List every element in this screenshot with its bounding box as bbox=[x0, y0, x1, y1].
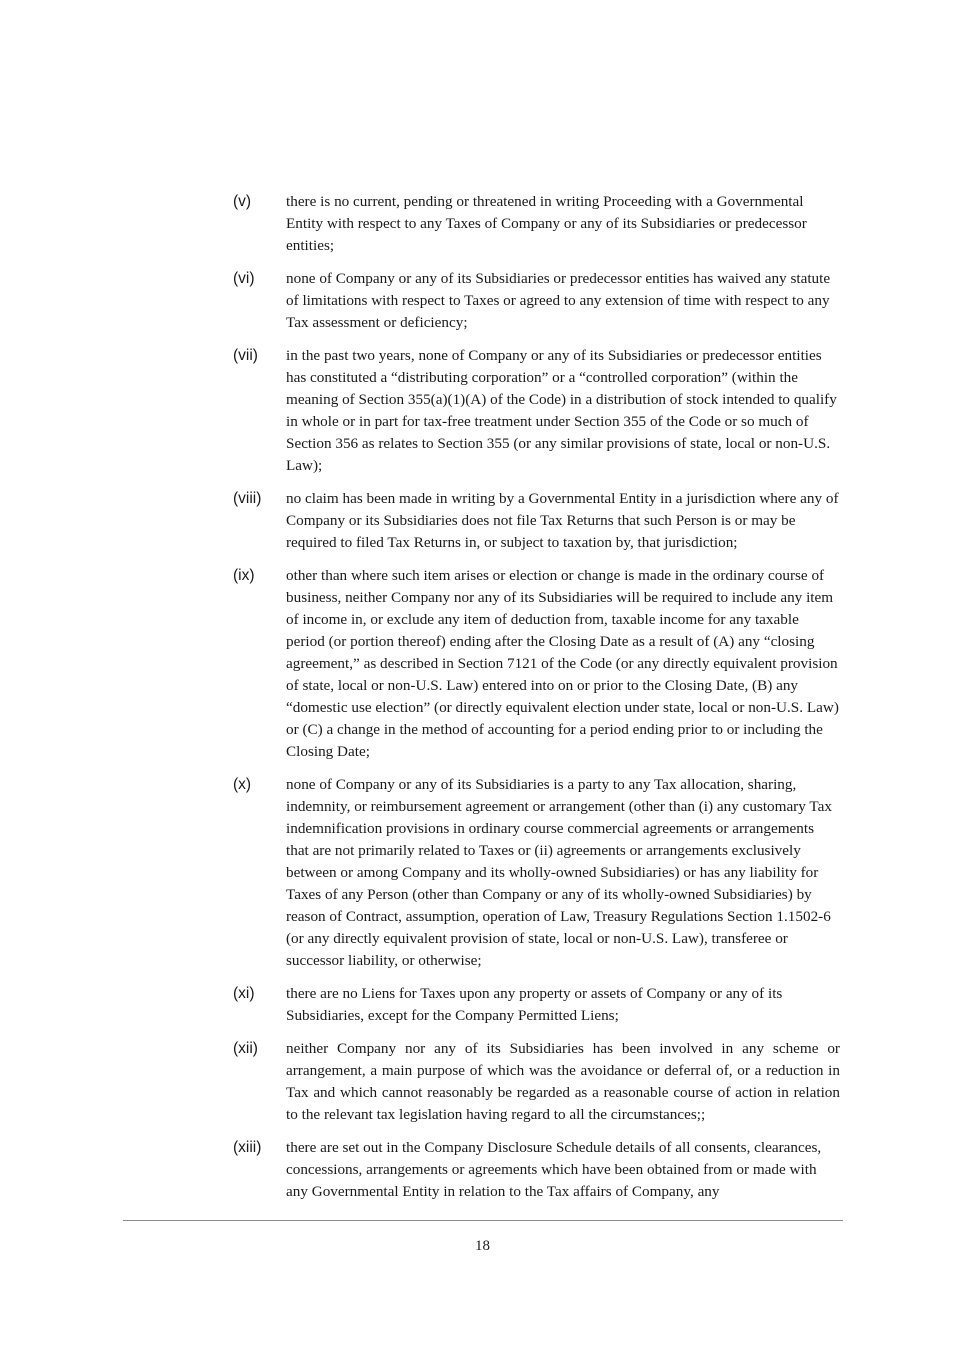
clause-number: (vi) bbox=[233, 270, 255, 287]
clause-number: (x) bbox=[233, 776, 252, 793]
clause-text: there are no Liens for Taxes upon any property or assets of Company or any of its Subsidiaries, except for the Company Permitted Liens; bbox=[286, 985, 783, 1024]
clause-number: (xi) bbox=[233, 985, 255, 1002]
clause-v bbox=[233, 191, 843, 257]
clause-number: (ix) bbox=[233, 567, 255, 584]
clause-text: none of Company or any of its Subsidiaries or predecessor entities has waived any statute of limitations with respect to Taxes or agreed to any extension of time with respect to any Tax assessment or deficiency; bbox=[286, 270, 831, 331]
clause-number: (xii) bbox=[233, 1040, 258, 1057]
clause-text: no claim has been made in writing by a Governmental Entity in a jurisdiction where any of Company or its Subsidiaries does not file Tax Returns that such Person is or may be required to filed Tax Returns in, or subject to taxation by, that jurisdiction; bbox=[286, 490, 839, 551]
clause-x bbox=[233, 774, 843, 972]
clause-number: (v) bbox=[233, 193, 252, 210]
page-number: 18 bbox=[475, 1238, 490, 1254]
clause-xii bbox=[233, 1038, 843, 1126]
clause-text: there is no current, pending or threatened in writing Proceeding with a Governmental Entity with respect to any Taxes of Company or any of its Subsidiaries or predecessor entities; bbox=[286, 193, 807, 254]
clause-xiii bbox=[233, 1137, 843, 1203]
clause-list bbox=[233, 191, 843, 1214]
clause-text: there are set out in the Company Disclosure Schedule details of all consents, clearances, concessions, arrangements or agreements which have been obtained from or made with any Governmental Entity in relation to the Tax affairs of Company, any bbox=[286, 1139, 822, 1200]
clause-viii bbox=[233, 488, 843, 554]
clause-text: neither Company nor any of its Subsidiaries has been involved in any scheme or arrangement, a main purpose of which was the avoidance or deferral of, or a reduction in Tax and which cannot reasonably be regarded as a reasonable course of action in relation to the relevant tax legislation having regard to all the circumstances;; bbox=[286, 1040, 840, 1123]
clause-vi bbox=[233, 268, 843, 334]
clause-xi bbox=[233, 983, 843, 1027]
clause-text: in the past two years, none of Company or any of its Subsidiaries or predecessor entities has constituted a “distributing corporation” or a “controlled corporation” (within the meaning of Section 355(a)(1)(A) of the Code) in a distribution of stock intended to qualify in whole or in part for tax-free treatment under Section 355 of the Code or so much of Section 356 as relates to Section 355 (or any similar provisions of state, local or non-U.S. Law); bbox=[286, 347, 837, 474]
clause-ix bbox=[233, 565, 843, 763]
clause-text: other than where such item arises or election or change is made in the ordinary course of business, neither Company nor any of its Subsidiaries will be required to include any item of income in, or exclude any item of deduction from, taxable income for any taxable period (or portion thereof) ending after the Closing Date as a result of (A) any “closing agreement,” as described in Section 7121 of the Code (or any directly equivalent provision of state, local or non-U.S. Law) entered into on or prior to the Closing Date, (B) any “domestic use election” (or directly equivalent election under state, local or non-U.S. Law) or (C) a change in the method of accounting for a period ending prior to or including the Closing Date; bbox=[286, 567, 839, 760]
clause-number: (vii) bbox=[233, 347, 258, 364]
clause-text: none of Company or any of its Subsidiaries is a party to any Tax allocation, sharing, indemnity, or reimbursement agreement or arrangement (other than (i) any customary Tax indemnification provisions in ordinary course commercial agreements or arrangements that are not primarily related to Taxes or (ii) agreements or arrangements exclusively between or among Company and its wholly-owned Subsidiaries) or has any liability for Taxes of any Person (other than Company or any of its wholly-owned Subsidiaries) by reason of Contract, assumption, operation of Law, Treasury Regulations Section 1.1502-6 (or any directly equivalent provision of state, local or non-U.S. Law), transferee or successor liability, or otherwise; bbox=[286, 776, 832, 969]
footer-divider bbox=[123, 1220, 843, 1221]
clause-vii bbox=[233, 345, 843, 477]
clause-number: (xiii) bbox=[233, 1139, 262, 1156]
clause-number: (viii) bbox=[233, 490, 262, 507]
